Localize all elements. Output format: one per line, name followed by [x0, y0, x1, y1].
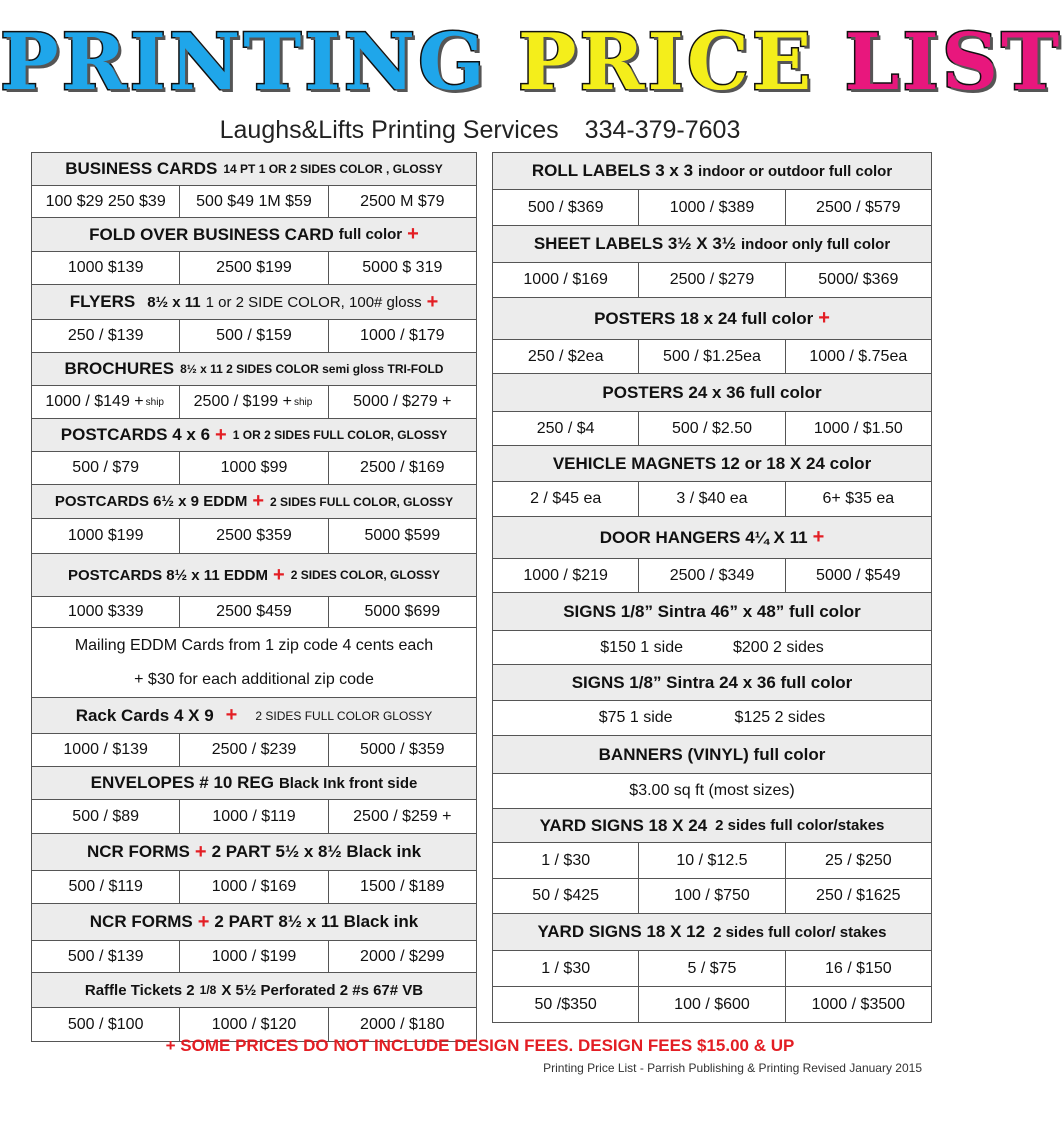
section-header-roll-labels: [493, 153, 931, 190]
price-row: [493, 340, 931, 374]
section-header-business-cards: [32, 153, 476, 186]
ship-note: ship: [145, 396, 164, 408]
section-header-rack-cards: [32, 698, 476, 734]
price-cell: 1000 / $199: [180, 941, 328, 972]
section-title: NCR FORMS: [86, 842, 190, 861]
price-cell: 500 / $100: [32, 1008, 180, 1041]
price-cell: 5000 $699: [364, 603, 441, 620]
price-cell: 50 / $425: [493, 879, 639, 913]
price-cell: 500 / $1.25ea: [639, 340, 785, 373]
price-row: [493, 190, 931, 226]
section-title: Rack Cards 4 X 9: [75, 705, 214, 725]
price-cell: 250 / $139: [32, 320, 180, 352]
plus-marker: +: [812, 526, 825, 548]
section-title: POSTERS 18 x 24 full color: [594, 308, 814, 328]
price-row: [493, 879, 931, 914]
section-title: POSTCARDS 4 x 6: [60, 425, 211, 444]
price-cell: 1000 / $169: [493, 263, 639, 297]
price-row: [32, 597, 476, 628]
price-row: [493, 482, 931, 517]
section-size: 8½ x 11: [147, 293, 201, 311]
plus-marker: +: [225, 704, 238, 726]
price-cell: 500 / $89: [32, 800, 180, 833]
price-row: [32, 252, 476, 285]
section-desc: 2 sides full color/ stakes: [713, 923, 887, 941]
price-cell: 500 / $369: [493, 190, 639, 225]
section-desc: 8½ x 11 2 SIDES COLOR semi gloss TRI-FOLD: [180, 362, 444, 376]
price-cell: 2000 / $180: [360, 1015, 445, 1033]
price-row: [493, 951, 931, 987]
price-row: [32, 871, 476, 904]
price-row: [32, 734, 476, 767]
price-cell: 1 / $30: [493, 843, 639, 878]
section-desc: 1 or 2 SIDE COLOR, 100# gloss: [205, 293, 422, 311]
section-header-raffle-tickets: [32, 973, 476, 1008]
price-cell: 1000 $99: [180, 452, 328, 484]
price-cell: $125 2 sides: [734, 709, 826, 726]
price-cell: 2500 / $169: [360, 459, 445, 476]
section-title: FOLD OVER BUSINESS CARD: [89, 224, 334, 244]
section-header-postcards-8x11: [32, 554, 476, 597]
section-title: BANNERS (VINYL) full color: [598, 744, 826, 764]
section-desc: X 5½ Perforated 2 #s 67# VB: [221, 981, 424, 999]
section-header-postcards-4x6: [32, 419, 476, 452]
price-cell: 1000 $139: [32, 252, 180, 284]
price-cell: 1000 / $169: [180, 871, 328, 903]
section-header-sheet-labels: [493, 226, 931, 263]
section-desc: indoor or outdoor full color: [698, 162, 893, 180]
price-cell: $200 2 sides: [733, 638, 824, 656]
signs-24-prices: [493, 701, 931, 736]
design-fee-notice: + SOME PRICES DO NOT INCLUDE DESIGN FEES. DESIGN FEES $15.00 & UP: [165, 1036, 795, 1055]
section-title: ROLL LABELS 3 x 3: [531, 161, 694, 180]
price-cell: 100 $29 250 $39: [32, 186, 180, 217]
price-cell: 1500 / $189: [360, 878, 445, 895]
price-cell: 25 / $250: [824, 851, 892, 869]
section-header-brochures: [32, 353, 476, 386]
price-cell: 500 / $159: [180, 320, 328, 352]
mailing-note-line1: Mailing EDDM Cards from 1 zip code 4 cents each: [74, 636, 434, 654]
price-cell: 2500 M $79: [360, 192, 445, 210]
price-cell: $150 1 side: [600, 638, 683, 656]
plus-marker: +: [407, 223, 419, 245]
section-title: YARD SIGNS 18 X 24: [539, 815, 708, 835]
price-cell: $75 1 side: [598, 709, 673, 726]
section-title: POSTERS 24 x 36 full color: [602, 382, 822, 402]
section-desc: indoor only full color: [741, 235, 891, 253]
price-cell: [180, 386, 328, 418]
price-cell: 2500 $359: [180, 519, 328, 553]
section-header-yard-signs-18x24: [493, 809, 931, 843]
price-row: [32, 452, 476, 485]
mailing-note-line2: + $30 for each additional zip code: [32, 663, 476, 698]
price-cell: 500 / $139: [32, 941, 180, 972]
price-cell: 2500 / $239: [180, 734, 328, 766]
price-cell: 1 / $30: [493, 951, 639, 986]
price-cell: 500 / $2.50: [639, 412, 785, 445]
price-row: [32, 800, 476, 834]
section-title: DOOR HANGERS 4¼ X 11: [599, 527, 808, 547]
price-cell: 1000 $339: [32, 597, 180, 627]
section-title: ENVELOPES # 10 REG: [90, 773, 274, 792]
price-cell: 5000 $599: [364, 527, 441, 544]
price-cell: 1000 / $119: [180, 800, 328, 833]
section-desc: 2 sides full color/stakes: [715, 817, 885, 834]
section-title: VEHICLE MAGNETS 12 or 18 X 24 color: [552, 453, 872, 473]
price-cell: 250 / $4: [493, 412, 639, 445]
section-title: SIGNS 1/8” Sintra 24 x 36 full color: [571, 672, 853, 692]
section-title: BUSINESS CARDS: [65, 159, 218, 178]
price-cell: 10 / $12.5: [639, 843, 785, 878]
section-header-fold-over: [32, 218, 476, 252]
section-header-postcards-6x9: [32, 485, 476, 519]
price-cell: 250 / $2ea: [493, 340, 639, 373]
revision-credit: Printing Price List - Parrish Publishing & Printing Revised January 2015: [543, 1061, 922, 1075]
section-header-signs-24x36: [493, 665, 931, 701]
section-header-ncr-forms-small: [32, 834, 476, 871]
section-title: FLYERS: [69, 292, 136, 311]
price-cell: 2500 / $279: [639, 263, 785, 297]
section-header-banners: [493, 736, 931, 774]
price-cell: 5000 / $549: [816, 566, 901, 584]
price-cell: 3 / $40 ea: [639, 482, 785, 516]
section-header-yard-signs-18x12: [493, 914, 931, 951]
price-row: [32, 320, 476, 353]
price-row: [493, 987, 931, 1022]
price-row: [32, 519, 476, 554]
price-cell: 1000 / $.75ea: [809, 347, 908, 365]
section-header-ncr-forms-large: [32, 904, 476, 941]
price-cell: 2500 / $259 +: [353, 807, 452, 825]
price-cell: 50 /$350: [493, 987, 639, 1022]
title-word-printing: PRINTING: [0, 17, 488, 108]
price-cell: 1000 / $219: [493, 559, 639, 592]
section-title: SIGNS 1/8” Sintra 46” x 48” full color: [563, 601, 861, 621]
price-cell: 2500 / $349: [639, 559, 785, 592]
section-desc: 2 PART 5½ x 8½ Black ink: [211, 842, 422, 861]
section-fraction: 1/8: [199, 983, 217, 997]
phone-number: 334-379-7603: [584, 116, 741, 144]
section-title: SHEET LABELS 3½ X 3½: [533, 234, 736, 253]
price-cell: 1000 / $179: [360, 327, 445, 344]
price-cell: 250 / $1625: [816, 887, 901, 904]
right-price-column: [492, 152, 932, 1023]
section-header-envelopes: [32, 767, 476, 800]
price-row: [493, 843, 931, 879]
price-row: [32, 386, 476, 419]
signs-46-prices: [493, 631, 931, 665]
price-cell: 5 / $75: [639, 951, 785, 986]
title-word-list: LIST: [844, 17, 1062, 108]
banners-price: $3.00 sq ft (most sizes): [493, 774, 931, 809]
section-header-vehicle-magnets: [493, 446, 931, 482]
left-price-column: [31, 152, 477, 1042]
section-desc: 1 OR 2 SIDES FULL COLOR, GLOSSY: [232, 428, 448, 442]
price-cell: 6+ $35 ea: [822, 490, 895, 507]
plus-marker: +: [273, 563, 285, 586]
price-cell: 1000 / $120: [180, 1008, 328, 1041]
section-title: POSTCARDS 6½ x 9 EDDM: [54, 493, 248, 510]
price-text: 2500 / $199 +: [193, 393, 292, 410]
company-name: Laughs&Lifts Printing Services: [219, 116, 559, 144]
section-title: BROCHURES: [64, 359, 175, 378]
section-desc: Black Ink front side: [278, 774, 418, 792]
price-text: 1000 / $149 +: [45, 393, 144, 410]
section-header-door-hangers: [493, 517, 931, 559]
price-cell: 5000 / $359: [360, 741, 445, 758]
section-desc: 2 SIDES FULL COLOR, GLOSSY: [270, 494, 454, 509]
section-title: YARD SIGNS 18 X 12: [537, 922, 706, 941]
plus-marker: +: [215, 423, 227, 446]
section-title: POSTCARDS 8½ x 11 EDDM: [67, 566, 268, 584]
plus-marker: +: [426, 290, 439, 313]
price-cell: 1000 / $139: [32, 734, 180, 766]
section-desc: 14 PT 1 OR 2 SIDES COLOR , GLOSSY: [223, 162, 443, 176]
section-title: Raffle Tickets 2: [84, 981, 195, 999]
price-row: [32, 941, 476, 973]
section-desc: 2 PART 8½ x 11 Black ink: [214, 912, 419, 931]
price-cell: 5000 $ 319: [362, 259, 443, 276]
price-cell: 100 / $750: [639, 879, 785, 913]
price-cell: 1000 / $3500: [811, 995, 906, 1013]
price-cell: 500 $49 1M $59: [180, 186, 328, 217]
price-cell: 2 / $45 ea: [493, 482, 639, 516]
price-cell: 1000 / $389: [639, 190, 785, 225]
ship-note: ship: [293, 396, 313, 408]
price-cell: 16 / $150: [824, 959, 892, 977]
section-desc: full color: [338, 226, 403, 243]
title-word-price: PRICE: [517, 17, 815, 108]
page-title: [0, 17, 1062, 108]
price-row: [493, 412, 931, 446]
price-cell: 500 / $119: [32, 871, 180, 903]
price-cell: 1000 / $1.50: [813, 419, 903, 437]
plus-marker: +: [818, 307, 830, 329]
price-cell: 500 / $79: [32, 452, 180, 484]
subtitle: [0, 116, 960, 145]
price-row: [493, 263, 931, 298]
price-cell: 2500 $459: [180, 597, 328, 627]
price-cell: 100 / $600: [639, 987, 785, 1022]
section-desc: 2 SIDES FULL COLOR GLOSSY: [255, 708, 433, 723]
plus-marker: +: [194, 840, 207, 863]
price-row: [493, 559, 931, 593]
section-title: NCR FORMS: [89, 912, 193, 931]
price-cell: 2000 / $299: [360, 947, 445, 965]
price-row: [32, 186, 476, 218]
price-cell: [32, 386, 180, 418]
price-cell: 1000 $199: [32, 519, 180, 553]
price-cell: 2500 / $579: [816, 198, 901, 216]
section-header-flyers: [32, 285, 476, 320]
plus-marker: +: [197, 910, 210, 933]
price-cell: 2500 $199: [180, 252, 328, 284]
section-header-posters-18x24: [493, 298, 931, 340]
price-cell: 5000/ $369: [818, 271, 899, 288]
section-desc: 2 SIDES COLOR, GLOSSY: [290, 568, 441, 582]
plus-marker: +: [252, 490, 265, 512]
section-header-posters-24x36: [493, 374, 931, 412]
section-header-signs-46x48: [493, 593, 931, 631]
price-cell: 5000 / $279 +: [353, 393, 452, 410]
